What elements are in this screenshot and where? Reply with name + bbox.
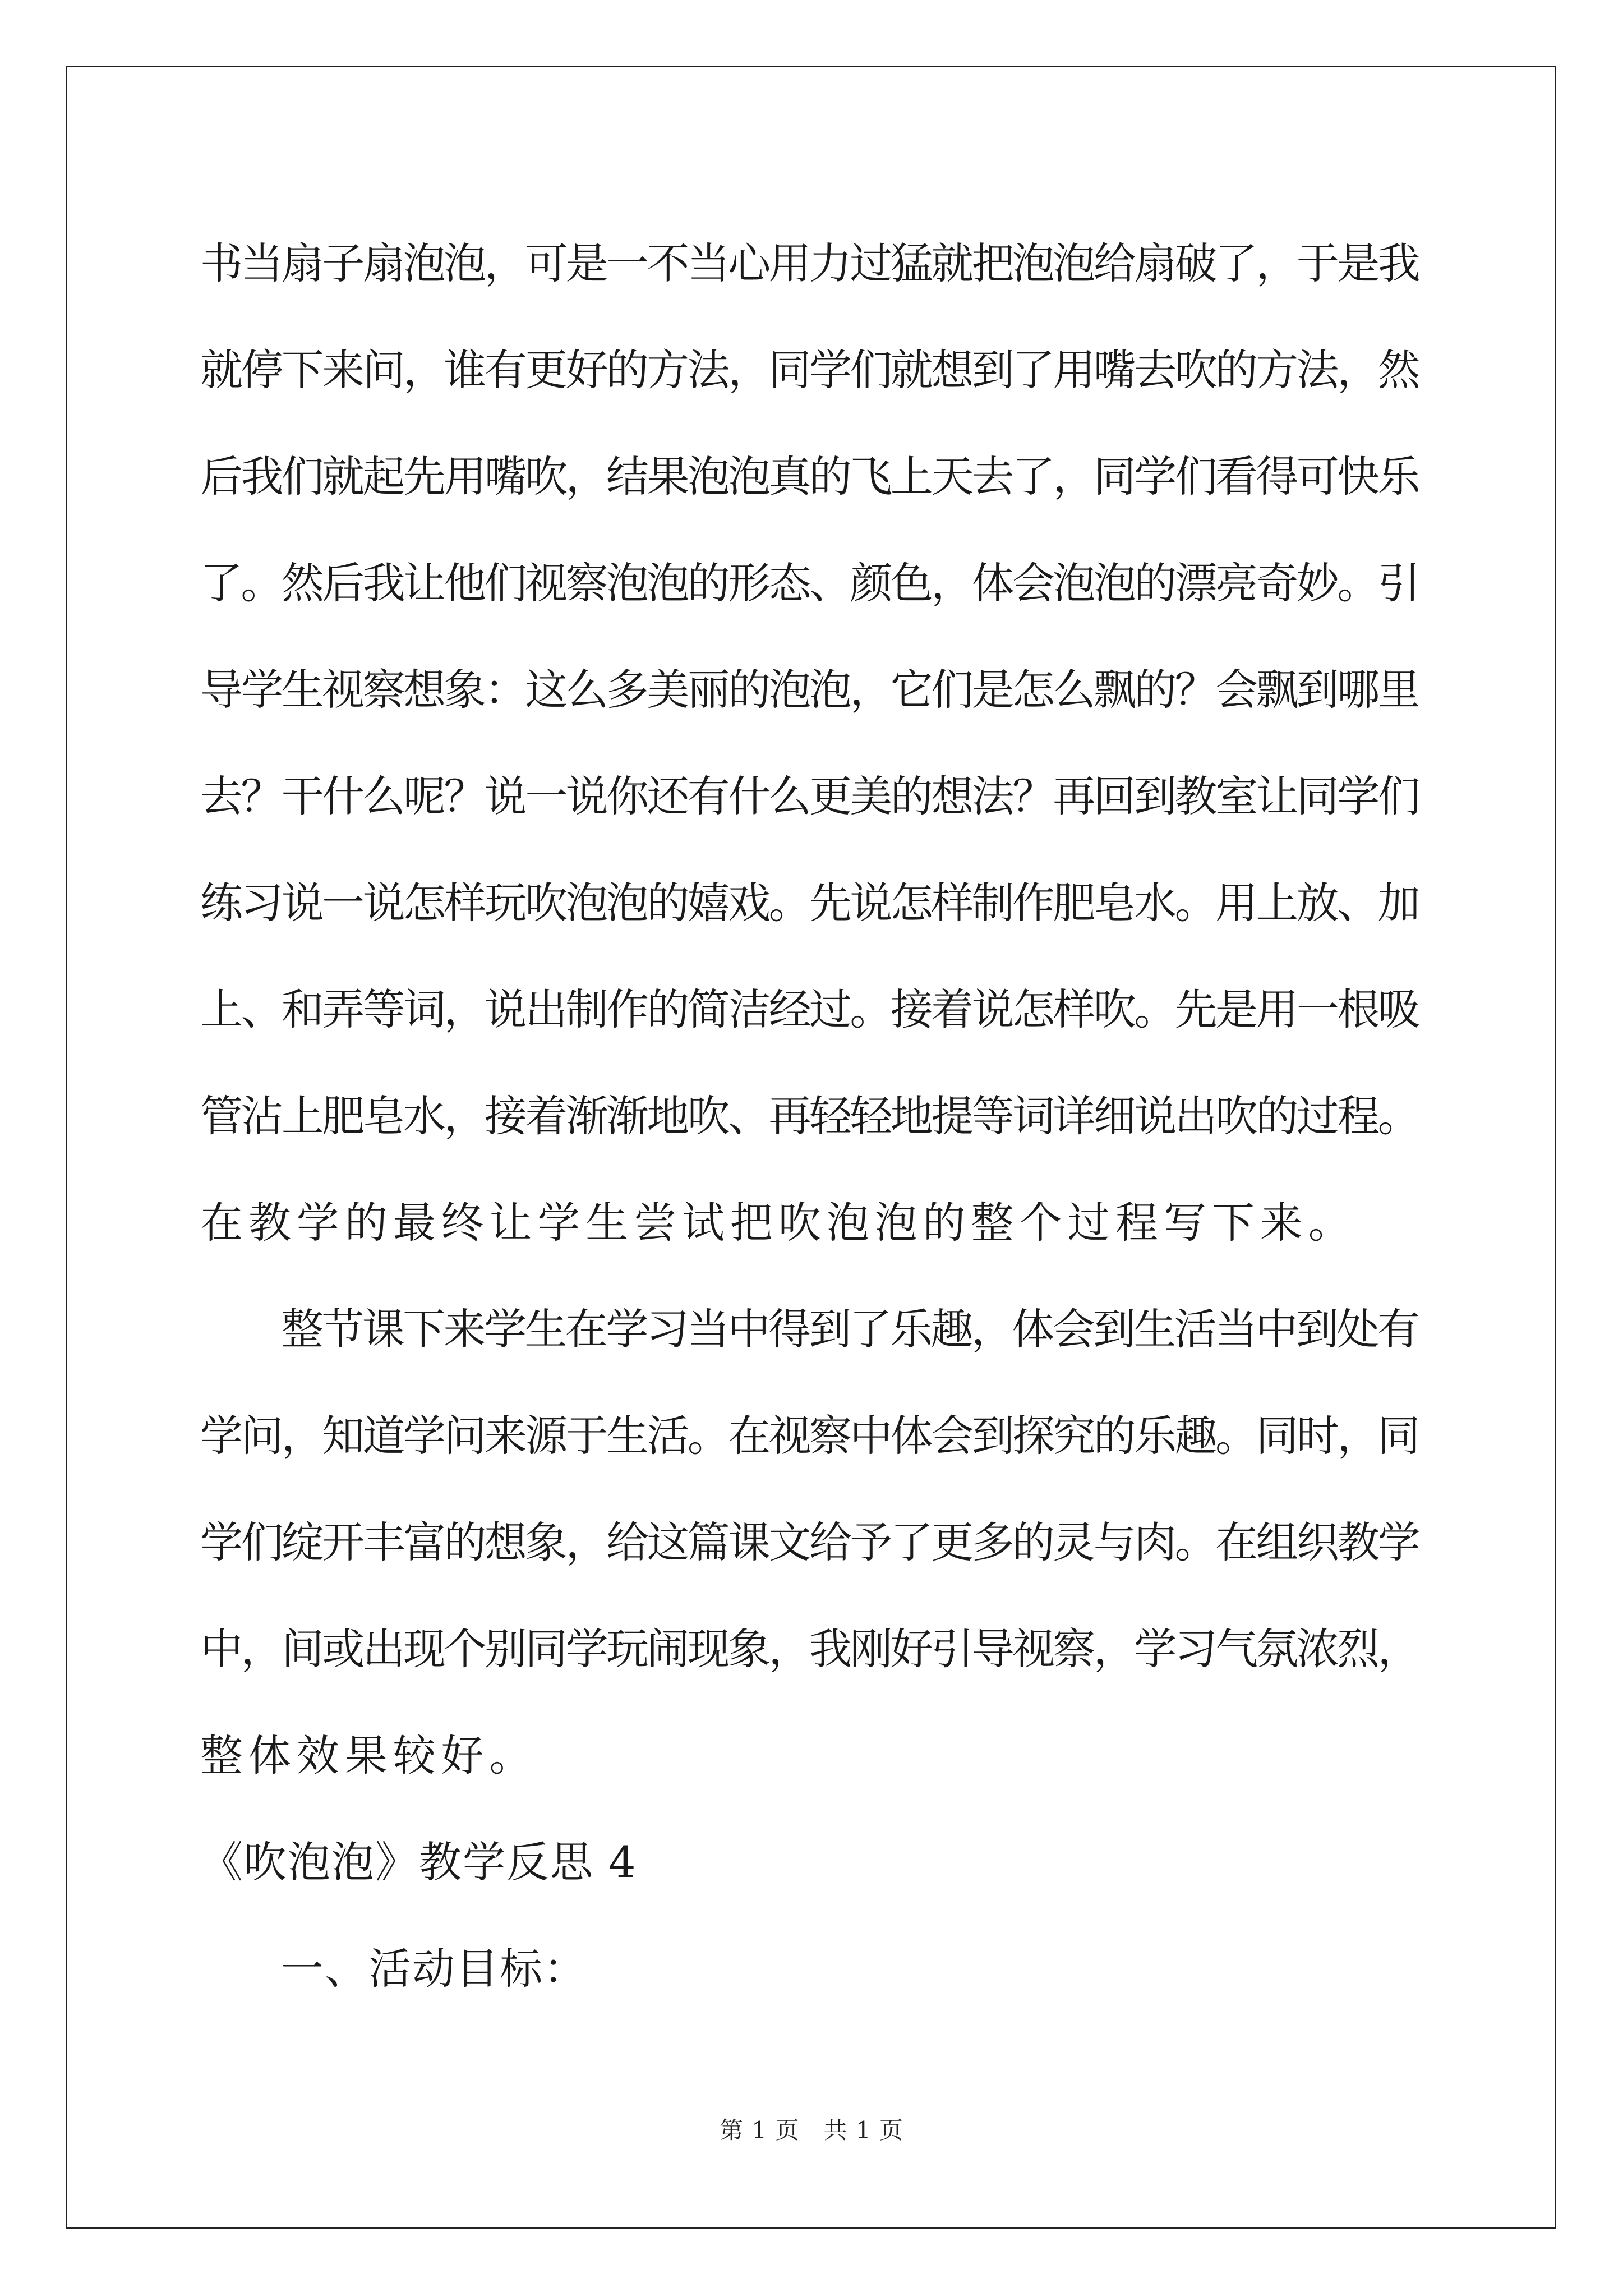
text-line: 学问，知道学问来源于生活。在视察中体会到探究的乐趣。同时，同 bbox=[200, 1411, 1418, 1461]
paragraph-2 bbox=[200, 1276, 1423, 1809]
text-line: 后我们就起先用嘴吹，结果泡泡真的飞上天去了，同学们看得可快乐 bbox=[200, 452, 1418, 501]
text-line: 整节课下来学生在学习当中得到了乐趣，体会到生活当中到处有 bbox=[281, 1304, 1418, 1354]
section-heading: 《吹泡泡》教学反思 4 bbox=[200, 1837, 637, 1887]
text-line: 上、和弄等词，说出制作的简洁经过。接着说怎样吹。先是用一根吸 bbox=[200, 984, 1418, 1034]
text-line: 导学生视察想象：这么多美丽的泡泡，它们是怎么飘的？会飘到哪里 bbox=[200, 665, 1418, 715]
text-line: 书当扇子扇泡泡，可是一不当心用力过猛就把泡泡给扇破了，于是我 bbox=[200, 238, 1418, 288]
text-line: 在教学的最终让学生尝试把吹泡泡的整个过程写下来。 bbox=[200, 1198, 1357, 1248]
text-line: 管沾上肥皂水，接着渐渐地吹、再轻轻地提等词详细说出吹的过程。 bbox=[200, 1091, 1418, 1141]
text-line: 整体效果较好。 bbox=[200, 1731, 538, 1780]
paragraph-1 bbox=[200, 210, 1423, 1276]
text-line: 学们绽开丰富的想象，给这篇课文给予了更多的灵与肉。在组织教学 bbox=[200, 1517, 1418, 1567]
text-line: 就停下来问，谁有更好的方法，同学们就想到了用嘴去吹的方法，然 bbox=[200, 345, 1418, 395]
page-footer: 第 1 页 共 1 页 bbox=[720, 2116, 903, 2144]
document-body bbox=[200, 210, 1423, 2022]
section-subtitle: 一、活动目标： bbox=[281, 1944, 587, 1994]
text-line: 中，间或出现个别同学玩闹现象，我刚好引导视察，学习气氛浓烈， bbox=[200, 1624, 1418, 1674]
text-line: 去？干什么呢？说一说你还有什么更美的想法？再回到教室让同学们 bbox=[200, 771, 1418, 821]
text-line: 了。然后我让他们视察泡泡的形态、颜色，体会泡泡的漂亮奇妙。引 bbox=[200, 558, 1418, 608]
text-line: 练习说一说怎样玩吹泡泡的嬉戏。先说怎样制作肥皂水。用上放、加 bbox=[200, 878, 1418, 928]
